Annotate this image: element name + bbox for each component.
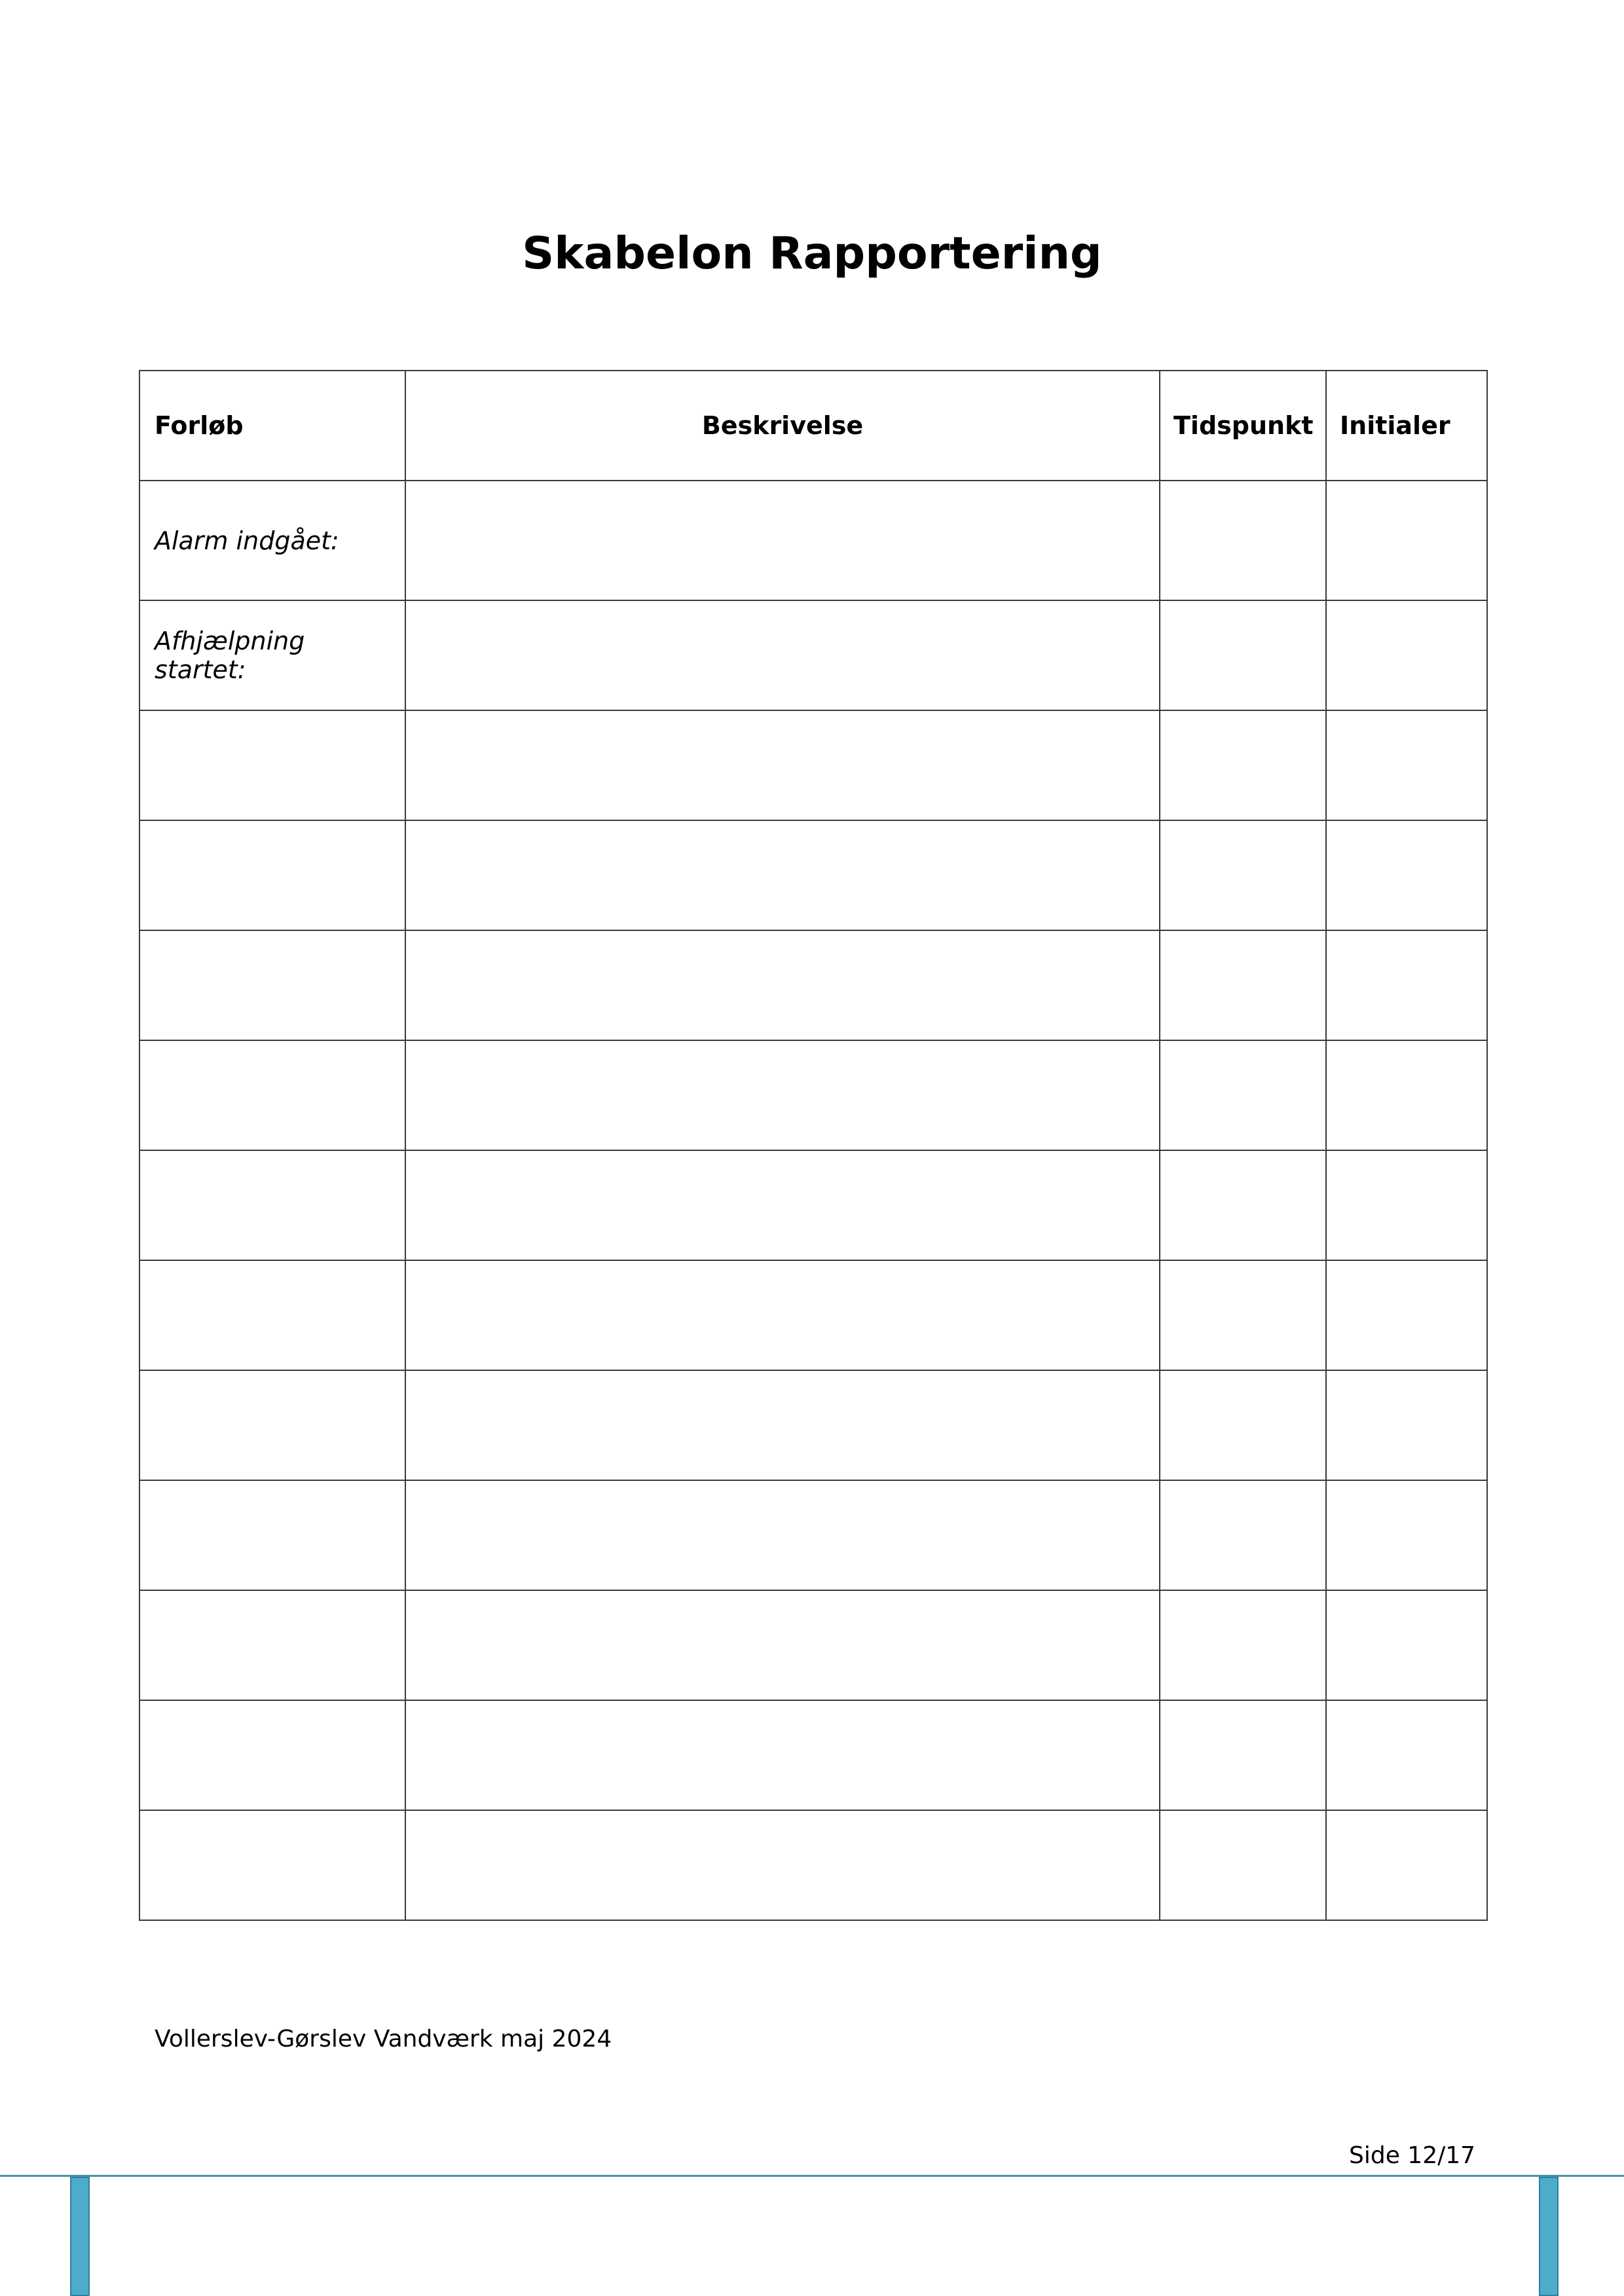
cell-forlob[interactable]: Alarm indgået: bbox=[139, 481, 405, 600]
cell-initialer[interactable] bbox=[1326, 1370, 1487, 1480]
cell-tidspunkt[interactable] bbox=[1160, 1590, 1326, 1700]
cell-forlob[interactable] bbox=[139, 1150, 405, 1260]
cell-beskrivelse[interactable] bbox=[405, 930, 1160, 1040]
table-row bbox=[139, 481, 1487, 600]
table-row bbox=[139, 1700, 1487, 1810]
footer-rule bbox=[0, 2175, 1624, 2177]
header-initialer: Initialer bbox=[1326, 371, 1487, 481]
cell-initialer[interactable] bbox=[1326, 1700, 1487, 1810]
cell-forlob[interactable] bbox=[139, 1700, 405, 1810]
table-header-row bbox=[139, 371, 1487, 481]
cell-forlob[interactable] bbox=[139, 710, 405, 820]
cell-initialer[interactable] bbox=[1326, 710, 1487, 820]
table-row bbox=[139, 1810, 1487, 1920]
cell-tidspunkt[interactable] bbox=[1160, 600, 1326, 710]
cell-beskrivelse[interactable] bbox=[405, 710, 1160, 820]
cell-initialer[interactable] bbox=[1326, 1150, 1487, 1260]
cell-forlob[interactable] bbox=[139, 1260, 405, 1370]
cell-beskrivelse[interactable] bbox=[405, 1370, 1160, 1480]
cell-initialer[interactable] bbox=[1326, 1590, 1487, 1700]
cell-forlob[interactable] bbox=[139, 930, 405, 1040]
cell-forlob[interactable] bbox=[139, 820, 405, 930]
cell-initialer[interactable] bbox=[1326, 820, 1487, 930]
report-table bbox=[139, 370, 1488, 1921]
cell-forlob[interactable]: Afhjælpning startet: bbox=[139, 600, 405, 710]
cell-tidspunkt[interactable] bbox=[1160, 1480, 1326, 1590]
cell-tidspunkt[interactable] bbox=[1160, 1810, 1326, 1920]
cell-tidspunkt[interactable] bbox=[1160, 1700, 1326, 1810]
cell-initialer[interactable] bbox=[1326, 481, 1487, 600]
table-row bbox=[139, 710, 1487, 820]
cell-initialer[interactable] bbox=[1326, 1040, 1487, 1150]
cell-beskrivelse[interactable] bbox=[405, 481, 1160, 600]
footer-right-post bbox=[1539, 2177, 1559, 2296]
table-row bbox=[139, 930, 1487, 1040]
cell-beskrivelse[interactable] bbox=[405, 600, 1160, 710]
cell-beskrivelse[interactable] bbox=[405, 1810, 1160, 1920]
cell-tidspunkt[interactable] bbox=[1160, 710, 1326, 820]
cell-tidspunkt[interactable] bbox=[1160, 820, 1326, 930]
cell-beskrivelse[interactable] bbox=[405, 1700, 1160, 1810]
cell-initialer[interactable] bbox=[1326, 1260, 1487, 1370]
cell-forlob[interactable] bbox=[139, 1370, 405, 1480]
cell-beskrivelse[interactable] bbox=[405, 1150, 1160, 1260]
table-row bbox=[139, 1590, 1487, 1700]
cell-tidspunkt[interactable] bbox=[1160, 1260, 1326, 1370]
cell-initialer[interactable] bbox=[1326, 1810, 1487, 1920]
cell-initialer[interactable] bbox=[1326, 600, 1487, 710]
table-row bbox=[139, 1480, 1487, 1590]
cell-tidspunkt[interactable] bbox=[1160, 930, 1326, 1040]
cell-initialer[interactable] bbox=[1326, 1480, 1487, 1590]
cell-forlob[interactable] bbox=[139, 1040, 405, 1150]
table-row bbox=[139, 1040, 1487, 1150]
header-tidspunkt: Tidspunkt bbox=[1160, 371, 1326, 481]
page-number: Side 12/17 bbox=[1349, 2142, 1476, 2169]
footer-left-post bbox=[70, 2177, 90, 2296]
header-beskrivelse: Beskrivelse bbox=[405, 371, 1160, 481]
table-row bbox=[139, 1370, 1487, 1480]
table-row bbox=[139, 1260, 1487, 1370]
footer-text: Vollerslev-Gørslev Vandværk maj 2024 bbox=[155, 2026, 612, 2052]
table-row bbox=[139, 600, 1487, 710]
page-title: Skabelon Rapportering bbox=[522, 228, 1102, 280]
cell-tidspunkt[interactable] bbox=[1160, 1150, 1326, 1260]
cell-beskrivelse[interactable] bbox=[405, 1040, 1160, 1150]
table-row bbox=[139, 1150, 1487, 1260]
cell-tidspunkt[interactable] bbox=[1160, 1370, 1326, 1480]
header-forlob: Forløb bbox=[139, 371, 405, 481]
cell-beskrivelse[interactable] bbox=[405, 1590, 1160, 1700]
cell-tidspunkt[interactable] bbox=[1160, 481, 1326, 600]
cell-beskrivelse[interactable] bbox=[405, 1480, 1160, 1590]
cell-forlob[interactable] bbox=[139, 1480, 405, 1590]
cell-beskrivelse[interactable] bbox=[405, 1260, 1160, 1370]
table-row bbox=[139, 820, 1487, 930]
cell-forlob[interactable] bbox=[139, 1810, 405, 1920]
cell-initialer[interactable] bbox=[1326, 930, 1487, 1040]
cell-forlob[interactable] bbox=[139, 1590, 405, 1700]
cell-tidspunkt[interactable] bbox=[1160, 1040, 1326, 1150]
cell-beskrivelse[interactable] bbox=[405, 820, 1160, 930]
